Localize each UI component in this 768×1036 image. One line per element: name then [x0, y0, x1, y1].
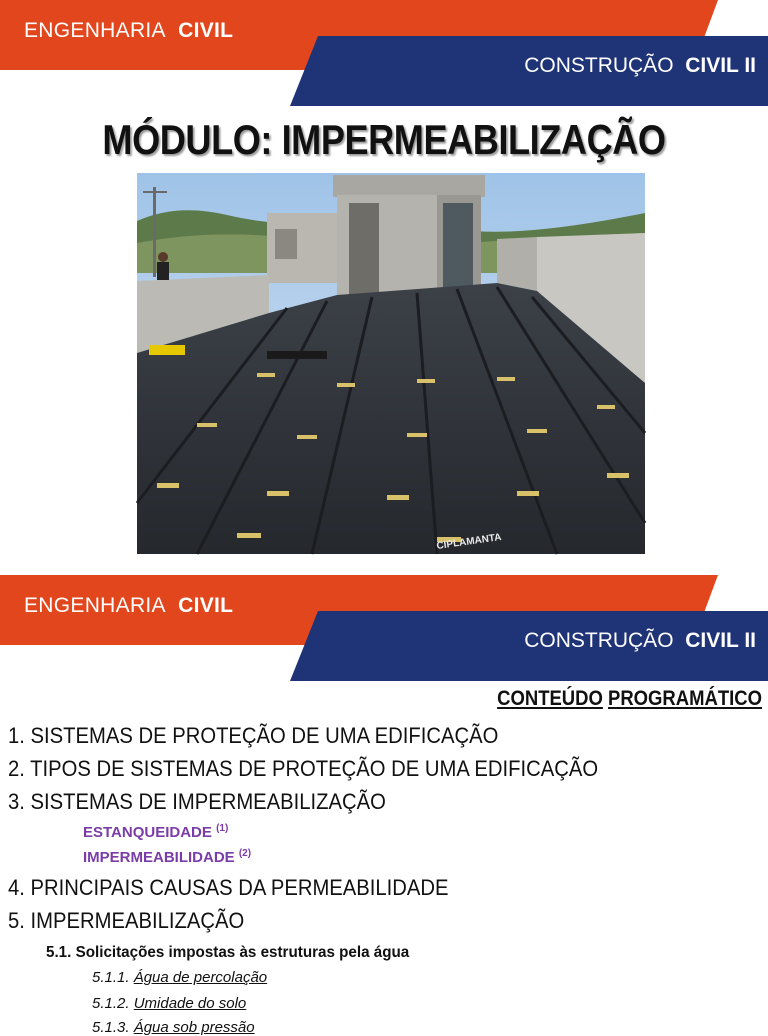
slide-2: [0, 575, 768, 1036]
toc-subitem-estanqueidade: ESTANQUEIDADE $^{(1)}$: [83, 823, 229, 841]
toc-item-1: 1. SISTEMAS DE PROTEÇÃO DE UMA EDIFICAÇÃO: [8, 723, 499, 748]
membrane-label: CIPLAMANTA: [435, 531, 503, 552]
toc-heading: CONTEÚDO PROGRAMÁTICO: [497, 687, 762, 710]
toc-item-3: 3. SISTEMAS DE IMPERMEABILIZAÇÃO: [8, 789, 386, 814]
toc-item-4: 4. PRINCIPAIS CAUSAS DA PERMEABILIDADE: [8, 875, 449, 900]
module-title: MÓDULO: IMPERMEABILIZAÇÃO: [102, 116, 666, 163]
header-band: [0, 0, 768, 108]
toc-item-5: 5. IMPERMEABILIZAÇÃO: [8, 908, 245, 933]
toc-section-5-1: 5.1. Solicitações impostas às estruturas pela água: [46, 944, 410, 961]
subject-name: CONSTRUÇÃO CIVIL II: [524, 629, 756, 652]
toc-subsection-5-1-2: 5.1.2. Umidade do solo: [92, 995, 247, 1012]
course-name: ENGENHARIA CIVIL: [24, 19, 234, 42]
header-band: [0, 575, 768, 683]
toc-item-2: 2. TIPOS DE SISTEMAS DE PROTEÇÃO DE UMA EDIFICAÇÃO: [8, 756, 599, 781]
toc-subsection-5-1-1: 5.1.1. Água de percolação: [92, 969, 268, 986]
waterproofing-roof-photo: [137, 173, 645, 554]
toc-subsection-5-1-3: 5.1.3. Água sob pressão: [92, 1019, 255, 1036]
course-name: ENGENHARIA CIVIL: [24, 594, 234, 617]
subject-name: CONSTRUÇÃO CIVIL II: [524, 54, 756, 77]
toc-subitem-impermeabilidade: IMPERMEABILIDADE $^{(2)}$: [83, 848, 252, 866]
